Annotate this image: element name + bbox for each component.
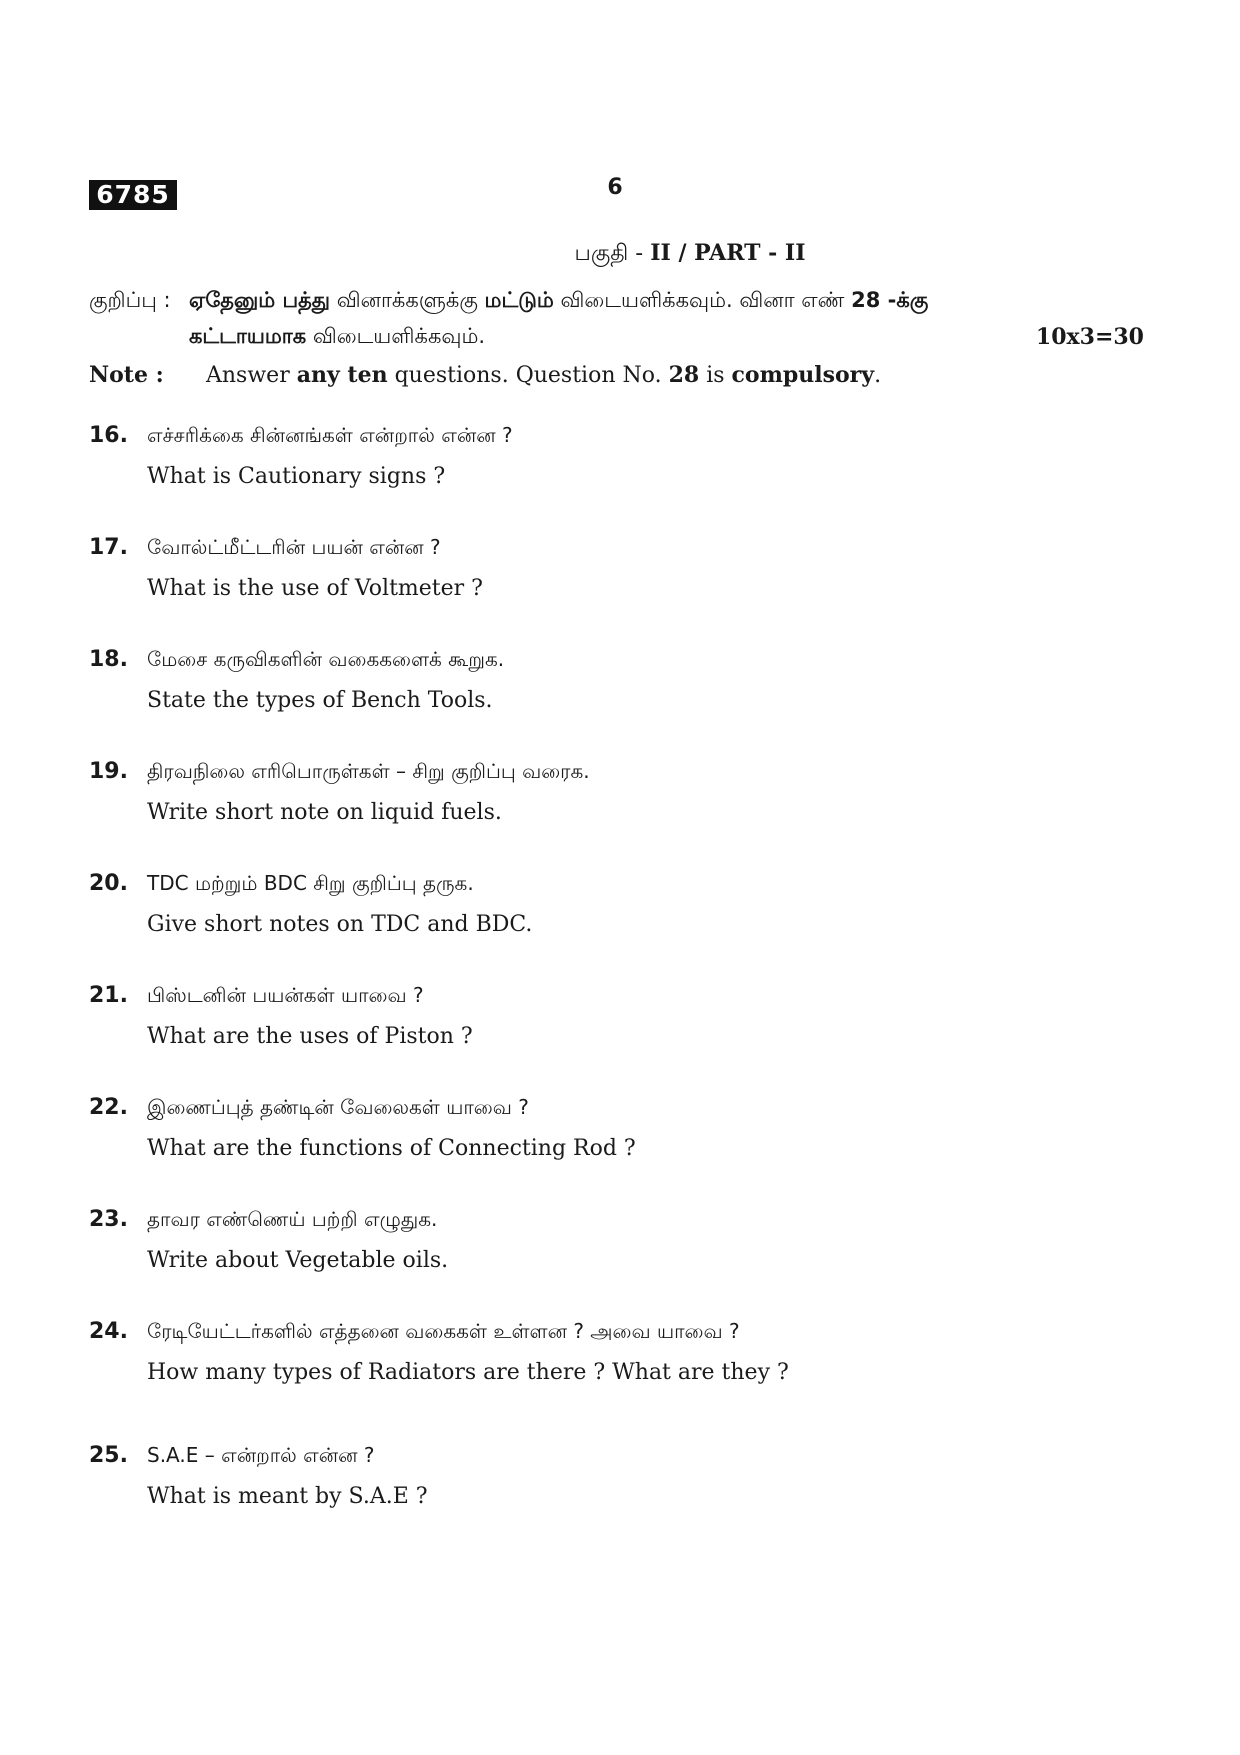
question-number: 20. — [89, 871, 128, 896]
note-tamil-bold-only: மட்டும் — [484, 288, 554, 312]
note-english-text — [206, 362, 881, 388]
question-tamil: மேசை கருவிகளின் வகைகளைக் கூறுக. — [147, 647, 505, 671]
note-tamil-text2: விடையளிக்கவும். வினா எண் — [553, 288, 852, 312]
part-heading-tamil: பகுதி - — [574, 241, 651, 266]
question-tamil: ரேடியேட்டர்களில் எத்தனை வகைகள் உள்ளன ? அவை யாவை ? — [147, 1319, 740, 1343]
note-en-b1: any ten — [296, 362, 388, 388]
note-tamil-bold-compulsory: கட்டாயமாக — [189, 324, 307, 348]
question-tamil: தாவர எண்ணெய் பற்றி எழுதுக. — [147, 1207, 438, 1231]
note-en-t4: . — [874, 363, 882, 388]
part-heading — [0, 240, 1240, 269]
question-number: 23. — [89, 1207, 128, 1232]
question-tamil: பிஸ்டனின் பயன்கள் யாவை ? — [147, 983, 424, 1007]
note-tamil-bold-any-ten: ஏதேனும் பத்து — [189, 288, 331, 312]
question-number: 17. — [89, 535, 128, 560]
question-english: What is meant by S.A.E ? — [147, 1484, 428, 1509]
note-en-t1: Answer — [206, 363, 297, 388]
question-number: 18. — [89, 647, 128, 672]
question-number: 16. — [89, 423, 128, 448]
question-number: 19. — [89, 759, 128, 784]
note-tamil-bold-q28: 28 -க்கு — [851, 288, 929, 312]
note-en-b3: compulsory — [731, 362, 875, 388]
question-tamil: வோல்ட்மீட்டரின் பயன் என்ன ? — [147, 535, 441, 559]
note-english-label: Note : — [89, 362, 164, 388]
note-tamil-text3: விடையளிக்கவும். — [306, 324, 486, 348]
note-tamil-line2 — [189, 324, 485, 351]
question-english: What is Cautionary signs ? — [147, 464, 446, 489]
part-heading-label: II / PART - II — [650, 240, 806, 266]
question-number: 25. — [89, 1443, 128, 1468]
note-tamil-label: குறிப்பு : — [89, 288, 171, 312]
question-english: What are the uses of Piston ? — [147, 1024, 473, 1049]
question-number: 22. — [89, 1095, 128, 1120]
paper-code: 6785 — [89, 180, 177, 210]
question-english: What are the functions of Connecting Rod ? — [147, 1136, 636, 1161]
note-en-b2: 28 — [668, 362, 700, 388]
question-english: State the types of Bench Tools. — [147, 688, 493, 713]
question-number: 24. — [89, 1319, 128, 1344]
question-tamil: S.A.E – என்றால் என்ன ? — [147, 1443, 375, 1467]
question-tamil: இணைப்புத் தண்டின் வேலைகள் யாவை ? — [147, 1095, 529, 1119]
note-tamil-text1: வினாக்களுக்கு — [330, 288, 485, 312]
question-tamil: எச்சரிக்கை சின்னங்கள் என்றால் என்ன ? — [147, 423, 513, 447]
note-en-t3: is — [699, 363, 732, 388]
question-english: Write short note on liquid fuels. — [147, 800, 502, 825]
page-number: 6 — [607, 175, 623, 200]
question-tamil: TDC மற்றும் BDC சிறு குறிப்பு தருக. — [147, 871, 474, 895]
note-tamil-line1 — [189, 288, 928, 315]
question-english: What is the use of Voltmeter ? — [147, 576, 483, 601]
question-number: 21. — [89, 983, 128, 1008]
question-english: Write about Vegetable oils. — [147, 1248, 449, 1273]
marks-scheme: 10x3=30 — [1035, 324, 1144, 350]
question-english: Give short notes on TDC and BDC. — [147, 912, 533, 937]
question-english: How many types of Radiators are there ? What are they ? — [147, 1360, 789, 1385]
note-en-t2: questions. Question No. — [387, 363, 669, 388]
question-tamil: திரவநிலை எரிபொருள்கள் – சிறு குறிப்பு வரைக. — [147, 759, 590, 783]
